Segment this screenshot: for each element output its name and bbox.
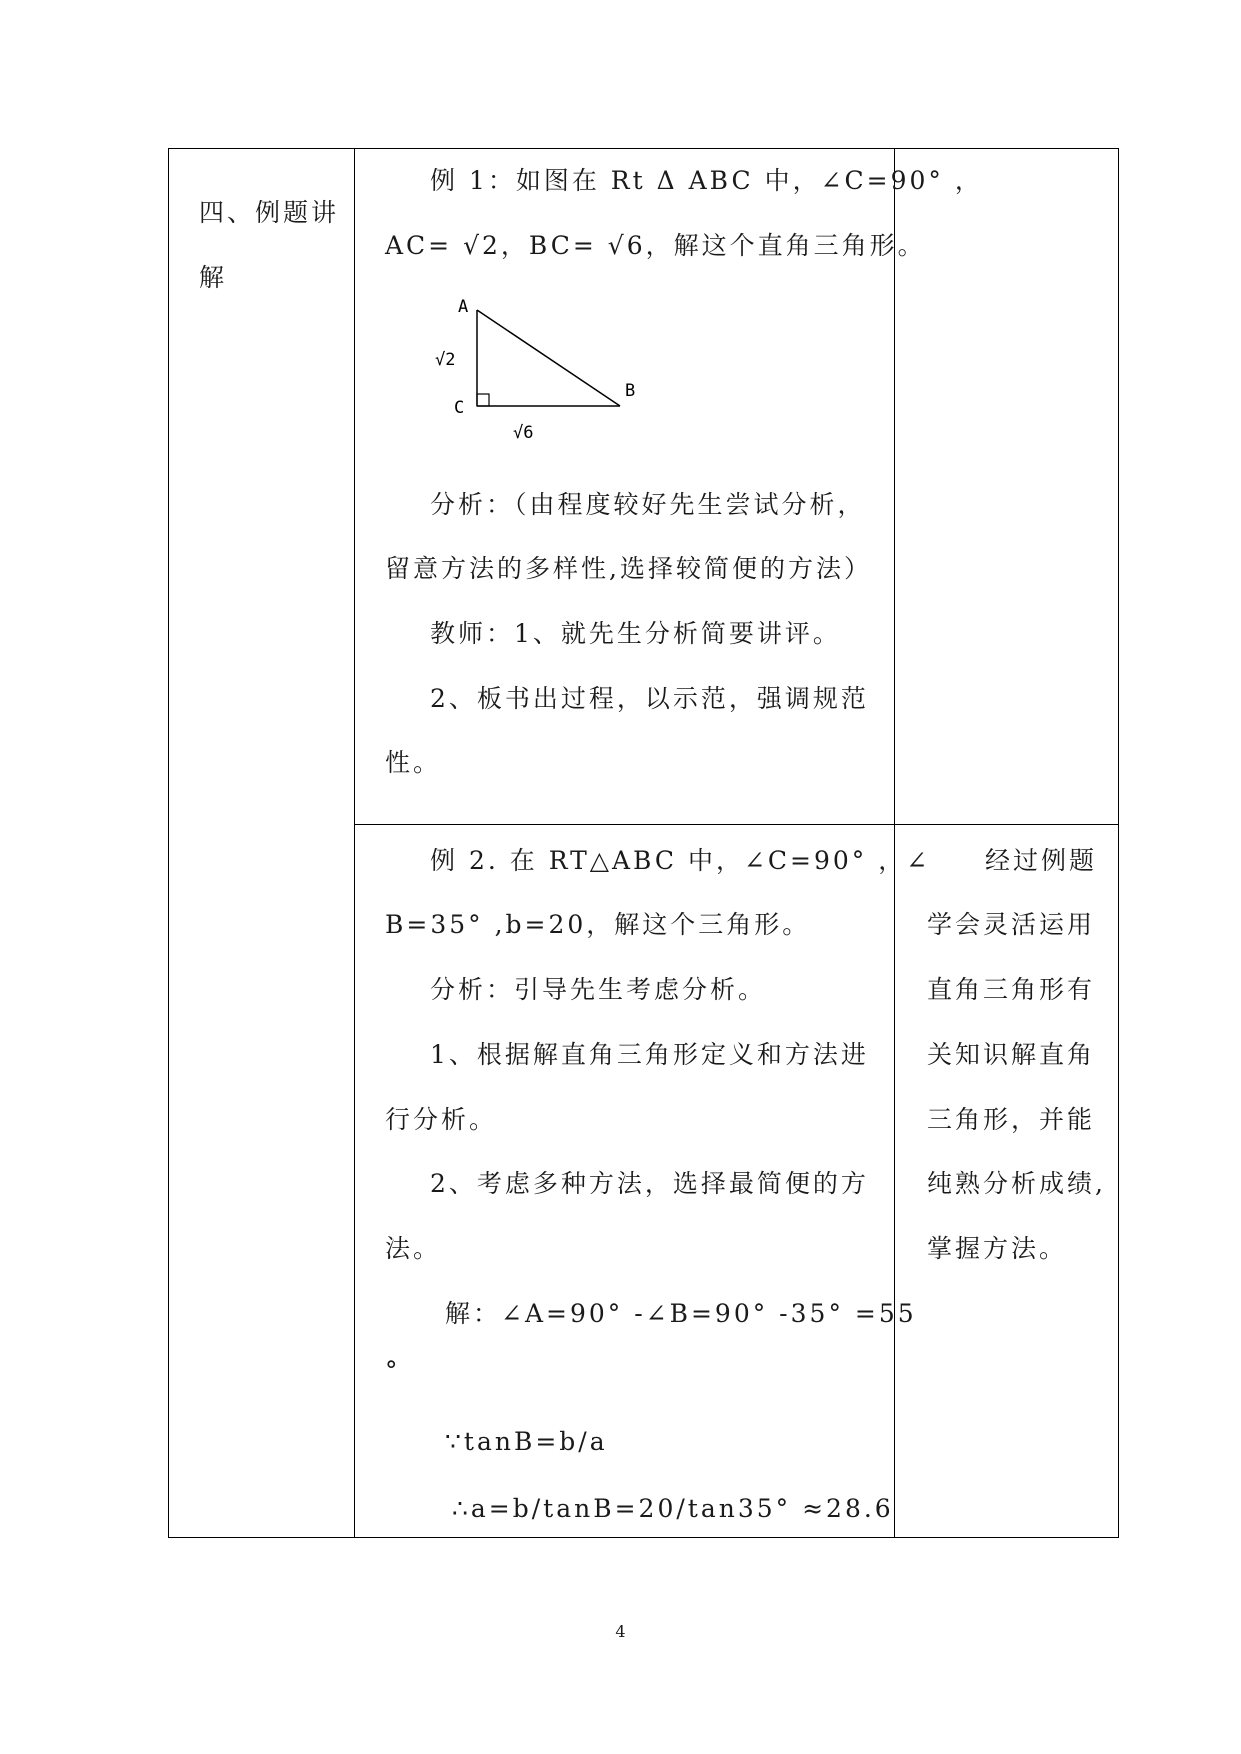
example2-point2a: 2、考虑多种方法，选择最简便的方 [430, 1169, 869, 1198]
vertex-b-label: B [625, 381, 636, 401]
column-divider-1 [354, 149, 355, 1537]
example1-analysis2: 留意方法的多样性,选择较简便的方法） [385, 554, 872, 583]
example1-line1: 例 1：如图在 Rt Δ ABC 中，∠C=90° ， [430, 166, 983, 195]
right-angle-marker [477, 394, 489, 406]
example1-step2b: 性。 [385, 748, 442, 777]
example1-teacher: 教师：1、就先生分析简要讲评。 [430, 619, 841, 648]
note-line3: 直角三角形有 [927, 975, 1096, 1004]
example2-line1: 例 2. 在 RT△ABC 中，∠C=90° ，∠ [430, 846, 931, 875]
page-number: 4 [615, 1622, 626, 1641]
note-line5: 三角形，并能 [927, 1105, 1096, 1134]
side-bc-label: √6 [513, 423, 534, 443]
example2-since: ∵tanB=b/a [445, 1427, 608, 1456]
row-divider [354, 824, 1118, 825]
note-line7: 掌握方法。 [927, 1234, 1068, 1263]
note-line4: 关知识解直角 [927, 1040, 1096, 1069]
note-line1: 经过例题 [985, 846, 1098, 875]
note-line2: 学会灵活运用 [927, 910, 1096, 939]
example2-point2b: 法。 [385, 1234, 442, 1263]
right-triangle-figure [420, 290, 650, 450]
example2-point1a: 1、根据解直角三角形定义和方法进 [430, 1040, 869, 1069]
example2-point1b: 行分析。 [385, 1105, 498, 1134]
example2-therefore: ∴a=b/tanB=20/tan35° ≈28.6 [452, 1494, 894, 1523]
example1-line2: AC= √2，BC= √6，解这个直角三角形。 [385, 231, 926, 260]
example1-step2a: 2、板书出过程，以示范，强调规范 [430, 684, 869, 713]
example2-solution1: 解：∠A=90° -∠B=90° -35° =55 [445, 1299, 917, 1328]
vertex-a-label: A [458, 297, 469, 317]
section-title-line1: 四、例题讲 [199, 198, 340, 227]
example2-solution1b: ° [385, 1356, 401, 1385]
example2-analysis: 分析：引导先生考虑分析。 [430, 975, 767, 1004]
section-title-line2: 解 [199, 263, 228, 292]
note-line6: 纯熟分析成绩, [927, 1169, 1106, 1198]
vertex-c-label: C [454, 398, 465, 418]
side-ac-label: √2 [435, 350, 456, 370]
example2-line2: B=35° ,b=20，解这个三角形。 [385, 910, 811, 939]
example1-analysis1: 分析：（由程度较好先生尝试分析， [430, 490, 866, 519]
